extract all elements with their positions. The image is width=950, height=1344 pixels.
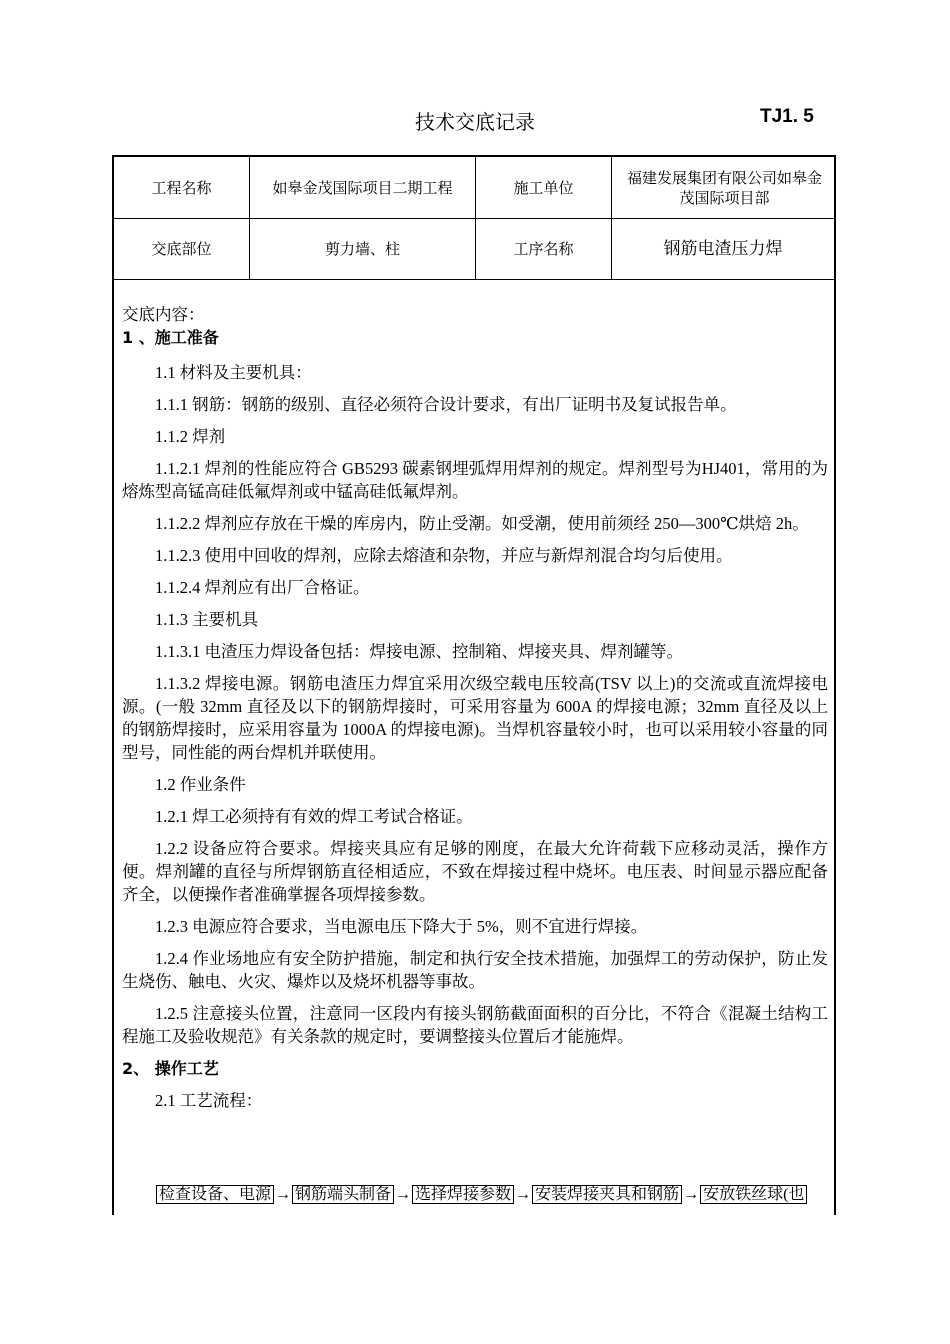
paragraph: 1.1.3.2 焊接电源。钢筋电渣压力焊宜采用次级空载电压较高(TSV 以上)的交流或直流焊接电源。(一般 32mm 直径及以下的钢筋焊接时，可采用容量为 600A 的焊接电源；32mm 直径及以上的钢筋焊接时，应采用容量为 1000A 的焊接电源)。当焊机容量较小时，也可以采用较小容量的同型号，同性能的两台焊机并联使用。: [122, 674, 828, 762]
contractor-label: 施工单位: [513, 178, 574, 197]
paragraph: 1.2.5 注意接头位置，注意同一区段内有接头钢筋截面面积的百分比，不符合《混凝土结构工程施工及验收规范》有关条款的规定时，要调整接头位置后才能施焊。: [122, 1004, 828, 1046]
flow-arrow-icon: →: [275, 1186, 292, 1203]
disclosure-content: [122, 303, 828, 1121]
paragraph: 1.1.2 焊剂: [155, 427, 226, 446]
flow-step-1: 检查设备、电源: [156, 1185, 274, 1204]
section-1-title: 1 、施工准备: [122, 328, 219, 347]
table-bottom-divider: [114, 279, 834, 280]
document-title: 技术交底记录: [415, 110, 535, 134]
document-code: TJ1. 5: [760, 106, 814, 127]
paragraph: 1.1 材料及主要机具：: [155, 363, 312, 382]
paragraph: 1.2 作业条件: [155, 775, 246, 794]
flow-step-3: 选择焊接参数: [412, 1185, 514, 1204]
process-value: 钢筋电渣压力焊: [663, 239, 783, 259]
paragraph: 1.1.2.4 焊剂应有出厂合格证。: [155, 578, 370, 597]
paragraph: 1.2.3 电源应符合要求，当电源电压下降大于 5%，则不宜进行焊接。: [155, 917, 648, 936]
contractor-value: 福建发展集团有限公司如皋金茂国际项目部: [626, 168, 822, 207]
flow-arrow-icon: →: [515, 1186, 532, 1203]
flow-step-4: 安装焊接夹具和钢筋: [532, 1185, 682, 1204]
paragraph: 2.1 工艺流程：: [155, 1091, 263, 1110]
content-intro: 交底内容：: [122, 305, 205, 324]
paragraph: 1.1.3 主要机具: [155, 610, 259, 629]
section-2-title: 2、 操作工艺: [122, 1059, 219, 1078]
paragraph: 1.1.2.3 使用中回收的焊剂，应除去熔渣和杂物，并应与新焊剂混合均匀后使用。: [155, 546, 733, 565]
process-label: 工序名称: [513, 240, 574, 258]
flow-step-2: 钢筋端头制备: [292, 1185, 394, 1204]
paragraph: 1.2.2 设备应符合要求。焊接夹具应有足够的刚度，在最大允许荷载下应移动灵活，操作方便。焊剂罐的直径与所焊钢筋直径相适应，不致在焊接过程中烧坏。电压表、时间显示器应配备齐全，以便操作者准确掌握各项焊接参数。: [122, 839, 828, 904]
process-flow: [156, 1185, 828, 1205]
flow-arrow-icon: →: [395, 1186, 412, 1203]
paragraph: 1.1.2.1 焊剂的性能应符合 GB5293 碳素钢埋弧焊用焊剂的规定。焊剂型号为HJ401，常用的为熔炼型高锰高硅低氟焊剂或中锰高硅低氟焊剂。: [122, 459, 828, 501]
paragraph: 1.1.1 钢筋：钢筋的级别、直径必须符合设计要求，有出厂证明书及复试报告单。: [155, 395, 737, 414]
location-label: 交底部位: [151, 240, 212, 258]
location-value: 剪力墙、柱: [324, 240, 400, 258]
project-name-label: 工程名称: [151, 178, 212, 197]
flow-arrow-icon: →: [683, 1186, 700, 1203]
paragraph: 1.2.1 焊工必须持有有效的焊工考试合格证。: [155, 807, 473, 826]
paragraph: 1.1.3.1 电渣压力焊设备包括：焊接电源、控制箱、焊接夹具、焊剂罐等。: [155, 642, 683, 661]
paragraph: 1.1.2.2 焊剂应存放在干燥的库房内，防止受潮。如受潮，使用前须经 250—300℃烘焙 2h。: [155, 514, 809, 533]
flow-step-5: 安放铁丝球(也: [700, 1185, 807, 1204]
paragraph: 1.2.4 作业场地应有安全防护措施，制定和执行安全技术措施，加强焊工的劳动保护，防止发生烧伤、触电、火灾、爆炸以及烧坏机器等事故。: [122, 949, 828, 991]
project-name-value: 如皋金茂国际项目二期工程: [272, 178, 453, 197]
